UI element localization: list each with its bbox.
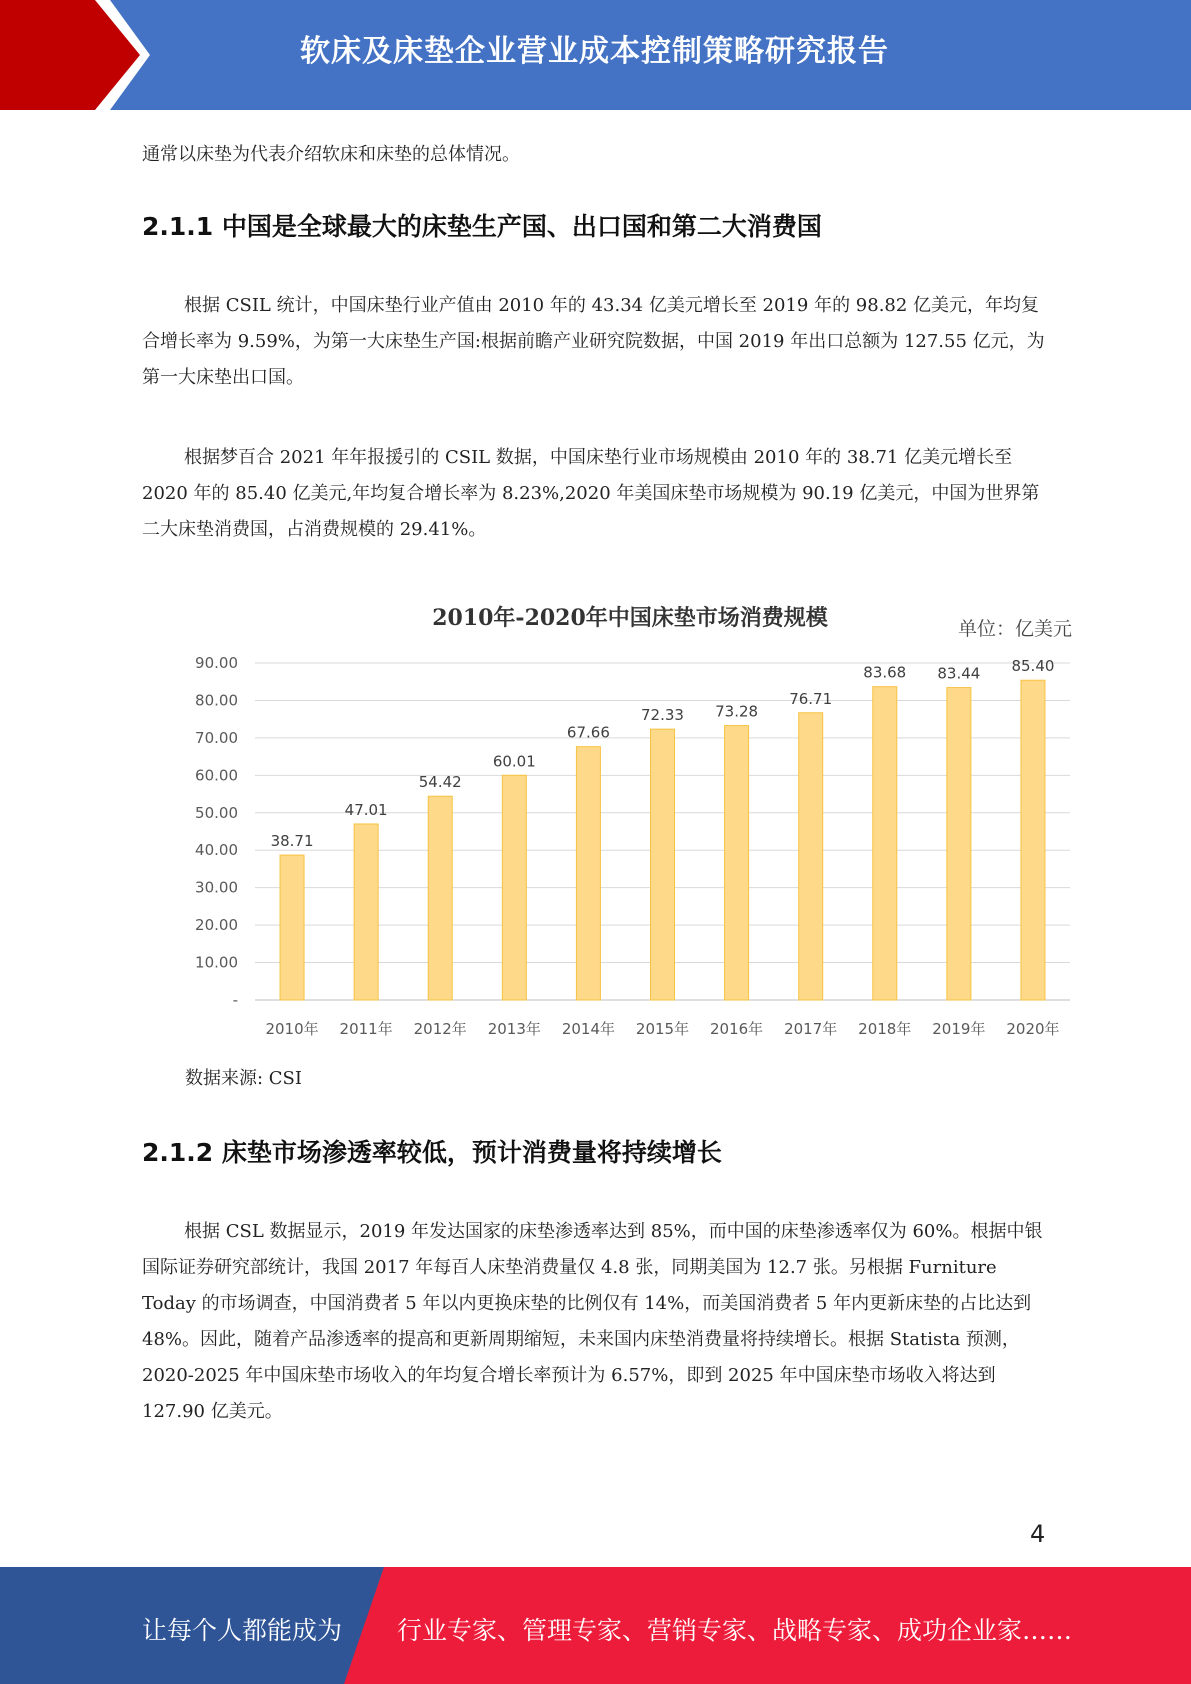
chart-y-tick-label: 60.00	[195, 766, 238, 785]
chart-data-label: 47.01	[344, 800, 388, 819]
chart-bar	[947, 688, 971, 1000]
chart-x-tick-label: 2010年	[265, 1020, 319, 1038]
chart-y-axis	[195, 654, 238, 1009]
page-number: 4	[1030, 1520, 1046, 1548]
page-footer	[0, 1567, 1191, 1684]
chart-source-note: 数据来源: CSI	[185, 1068, 302, 1089]
chart-data-label: 85.40	[1011, 657, 1055, 676]
chart-bar	[1021, 680, 1045, 1000]
section-heading-2-1-2: 2.1.2 床垫市场渗透率较低，预计消费量将持续增长	[142, 1138, 722, 1167]
chart-x-tick-label: 2017年	[784, 1020, 838, 1038]
chart-unit-label: 单位：亿美元	[957, 618, 1072, 640]
chart-data-label: 73.28	[715, 702, 759, 721]
footer-slogan-left: 让每个人都能成为	[142, 1616, 343, 1645]
chart-bar	[502, 775, 526, 1000]
section2-paragraph-1: 根据 CSL 数据显示，2019 年发达国家的床垫渗透率达到 85%，而中国的床垫渗透率仅为 60%。根据中银国际证券研究部统计，我国 2017 年每百人床垫消费量仅 4.8 张，同期美国为 12.7 张。另根据 Furniture Today 的市场调查，中国消费者 5 年以内更换床垫的比例仅有 14%，而美国消费者 5 年内更新床垫的占比达到 48%。因此，随着产品渗透率的提高和更新周期缩短，未来国内床垫消费量将持续增长。根据 Statista 预测，2020-2025 年中国床垫市场收入的年均复合增长率预计为 6.57%，即到 2025 年中国床垫市场收入将达到 127.90 亿美元。	[142, 1221, 1043, 1422]
chart-x-tick-label: 2019年	[932, 1020, 986, 1038]
chart-data-label: 83.68	[863, 663, 907, 682]
chart-data-label: 60.01	[492, 752, 536, 771]
page-header	[0, 0, 1191, 110]
header-arrow-decoration	[0, 0, 300, 110]
chart-x-tick-label: 2018年	[858, 1020, 912, 1038]
chart-bar	[428, 796, 452, 1000]
chart-data-label: 67.66	[566, 723, 610, 742]
section-heading-2-1-1: 2.1.1 中国是全球最大的床垫生产国、出口国和第二大消费国	[142, 212, 822, 241]
chart-x-tick-label: 2015年	[635, 1020, 690, 1038]
chart-data-label: 83.44	[937, 664, 981, 683]
chart-bar	[799, 713, 823, 1000]
market-size-chart	[180, 595, 1080, 1045]
chart-y-tick-label: 40.00	[195, 841, 238, 860]
chart-data-label: 72.33	[641, 706, 684, 725]
chart-bar	[280, 855, 304, 1000]
chart-bar	[651, 729, 675, 1000]
chart-bars	[271, 657, 1055, 1000]
chart-y-tick-label: -	[232, 991, 238, 1009]
chart-canvas	[180, 595, 1080, 1045]
chart-x-tick-label: 2020年	[1006, 1020, 1060, 1038]
chart-bar	[725, 726, 749, 1000]
chart-x-tick-label: 2012年	[413, 1020, 467, 1038]
chart-data-label: 38.71	[270, 832, 314, 851]
chart-y-tick-label: 30.00	[195, 878, 238, 897]
header-title: 软床及床垫企业营业成本控制策略研究报告	[300, 34, 889, 69]
chart-y-tick-label: 10.00	[195, 953, 238, 972]
chart-x-tick-label: 2013年	[487, 1020, 541, 1038]
chart-data-label: 54.42	[418, 773, 462, 792]
chart-x-tick-label: 2016年	[709, 1020, 764, 1038]
chart-y-tick-label: 20.00	[195, 916, 238, 935]
chart-bar	[576, 747, 600, 1000]
chart-bar	[873, 687, 897, 1000]
chart-title: 2010年-2020年中国床垫市场消费规模	[432, 605, 828, 631]
chart-x-axis	[265, 1020, 1059, 1038]
intro-paragraph: 通常以床垫为代表介绍软床和床垫的总体情况。	[142, 144, 520, 165]
footer-slogan-right: 行业专家、管理专家、营销专家、战略专家、成功企业家……	[397, 1616, 1073, 1645]
chart-y-tick-label: 90.00	[195, 654, 238, 672]
section1-paragraph-1: 根据 CSIL 统计，中国床垫行业产值由 2010 年的 43.34 亿美元增长至 2019 年的 98.82 亿美元，年均复合增长率为 9.59%，为第一大床垫生产国:根据前瞻产业研究院数据，中国 2019 年出口总额为 127.55 亿元，为第一大床垫出口国。	[142, 295, 1045, 388]
chart-bar	[354, 824, 378, 1000]
chart-y-tick-label: 80.00	[195, 691, 238, 710]
chart-y-tick-label: 70.00	[195, 728, 238, 747]
chart-y-tick-label: 50.00	[195, 803, 238, 822]
chart-data-label: 76.71	[789, 689, 833, 708]
section1-paragraph-2: 根据梦百合 2021 年年报援引的 CSIL 数据，中国床垫行业市场规模由 2010 年的 38.71 亿美元增长至 2020 年的 85.40 亿美元,年均复合增长率为 8.23%,2020 年美国床垫市场规模为 90.19 亿美元，中国为世界第二大床垫消费国，占消费规模的 29.41%。	[142, 447, 1040, 540]
chart-x-tick-label: 2014年	[561, 1020, 616, 1038]
chart-x-tick-label: 2011年	[339, 1020, 393, 1038]
